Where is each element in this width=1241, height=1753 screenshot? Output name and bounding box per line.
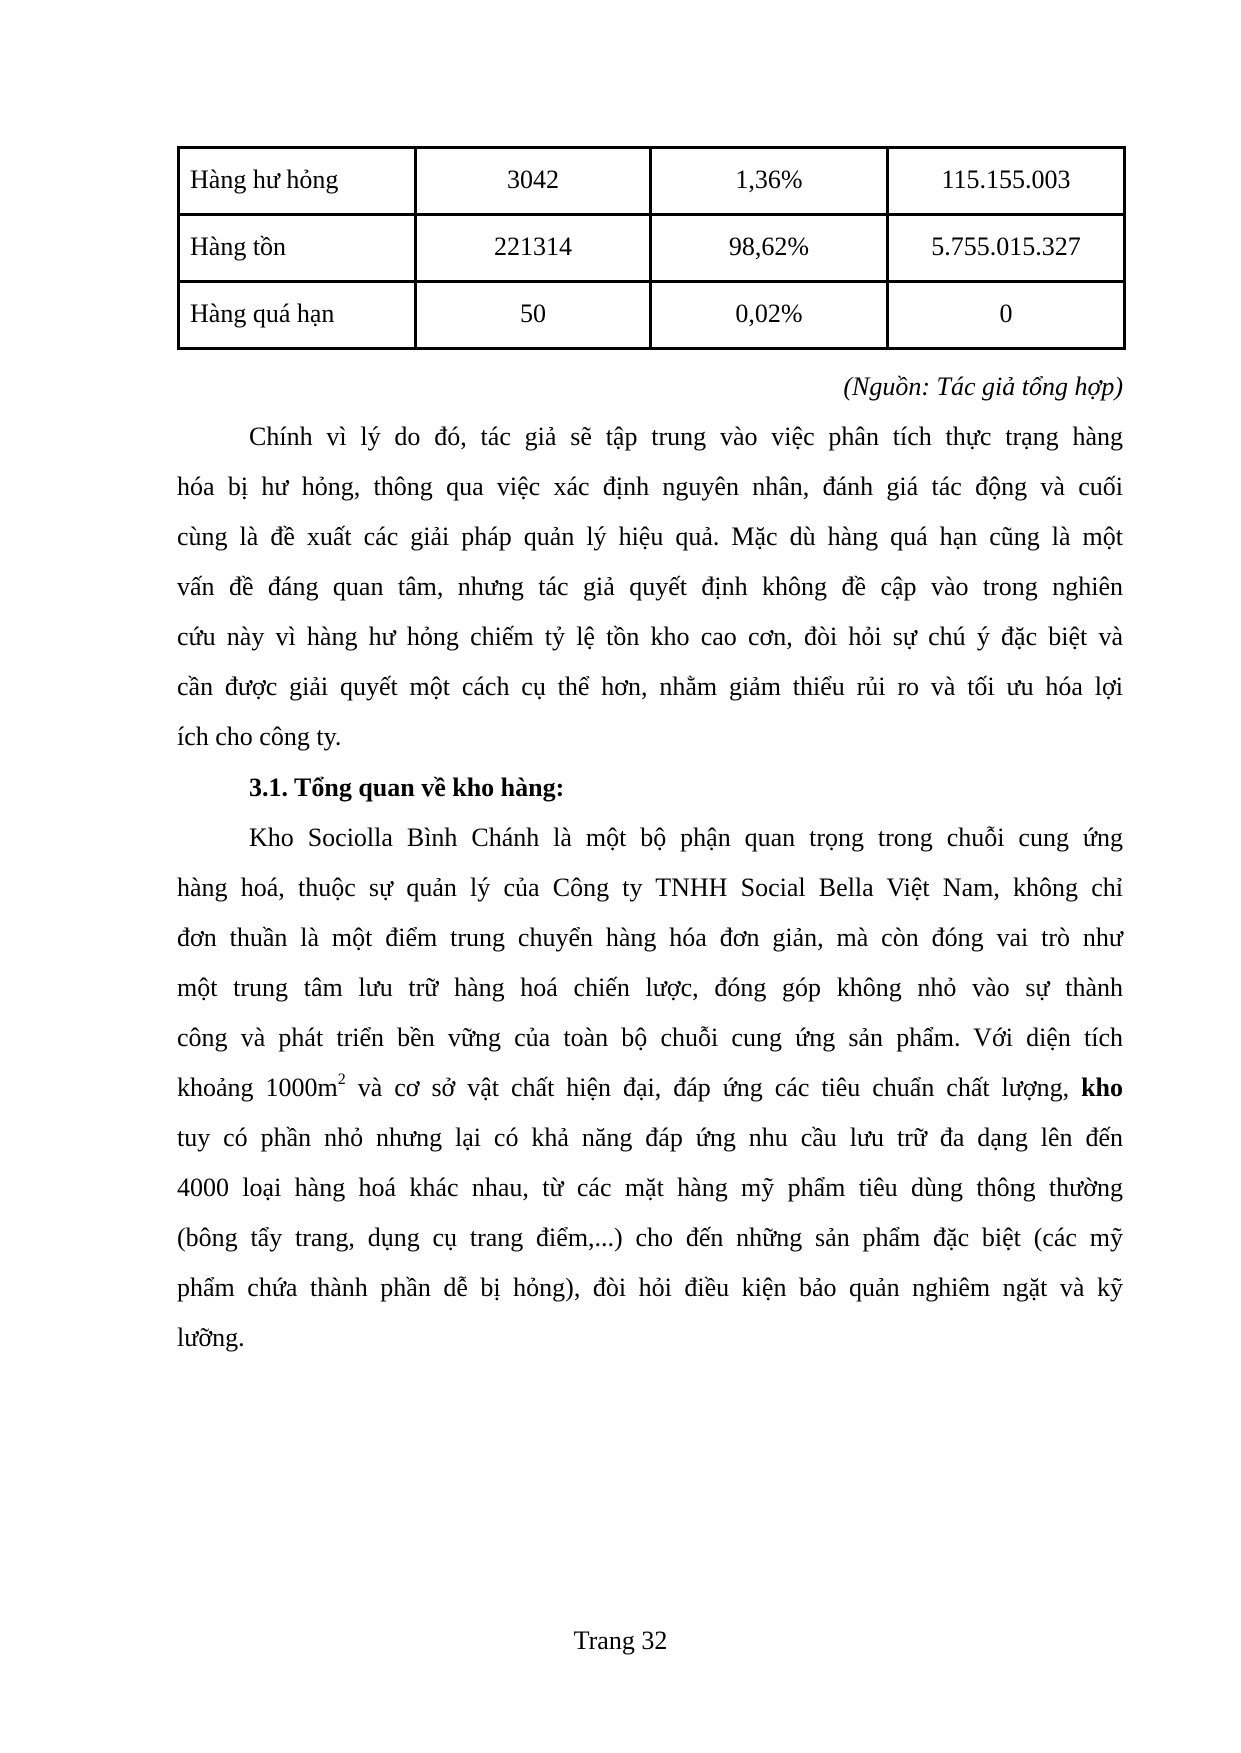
quantity-cell: 3042 [416, 148, 651, 215]
text-line: hóa bị hư hỏng, thông qua việc xác định nguyên nhân, đánh giá tác động và cuối [177, 472, 1123, 501]
text-line: cùng là đề xuất các giải pháp quản lý hiệu quả. Mặc dù hàng quá hạn cũng là một [177, 522, 1123, 551]
area-prefix: khoảng 1000m [177, 1073, 338, 1102]
text-line: cần được giải quyết một cách cụ thể hơn, nhằm giảm thiểu rủi ro và tối ưu hóa lợi [177, 672, 1123, 701]
text-line: vấn đề đáng quan tâm, nhưng tác giả quyết định không đề cập vào trong nghiên [177, 572, 1123, 601]
paragraph-warehouse-overview [177, 813, 1123, 1363]
text-line: lưỡng. [177, 1323, 245, 1352]
bold-word: kho [1081, 1073, 1124, 1102]
text-line: Kho Sociolla Bình Chánh là một bộ phận quan trọng trong chuỗi cung ứng [249, 823, 1123, 852]
table-row [179, 282, 1125, 349]
area-middle: và cơ sở vật chất hiện đại, đáp ứng các tiêu chuẩn chất lượng, [345, 1073, 1082, 1102]
quantity-cell: 221314 [416, 215, 651, 282]
table-row [179, 148, 1125, 215]
paragraph-rationale [177, 412, 1123, 762]
quantity-cell: 50 [416, 282, 651, 349]
ratio-cell: 98,62% [651, 215, 888, 282]
text-line: 4000 loại hàng hoá khác nhau, từ các mặt hàng mỹ phẩm tiêu dùng thông thường [177, 1173, 1123, 1202]
text-line: hàng hoá, thuộc sự quản lý của Công ty TNHH Social Bella Việt Nam, không chỉ [177, 873, 1123, 902]
text-line: đơn thuần là một điểm trung chuyển hàng hóa đơn giản, mà còn đóng vai trò như [177, 923, 1123, 952]
inventory-table [177, 146, 1126, 350]
table-source-caption: (Nguồn: Tác giả tổng hợp) [843, 372, 1123, 401]
row-label: Hàng hư hỏng [179, 148, 416, 215]
value-cell: 115.155.003 [888, 148, 1125, 215]
ratio-cell: 0,02% [651, 282, 888, 349]
row-label: Hàng tồn [179, 215, 416, 282]
text-line-area [177, 1063, 1123, 1113]
row-label: Hàng quá hạn [179, 282, 416, 349]
text-line: Chính vì lý do đó, tác giả sẽ tập trung vào việc phân tích thực trạng hàng [249, 422, 1123, 451]
text-line: tuy có phần nhỏ nhưng lại có khả năng đáp ứng nhu cầu lưu trữ đa dạng lên đến [177, 1123, 1123, 1152]
text-line: phẩm chứa thành phần dễ bị hỏng), đòi hỏi điều kiện bảo quản nghiêm ngặt và kỹ [177, 1273, 1123, 1302]
page-number: Trang 32 [573, 1626, 668, 1655]
value-cell: 5.755.015.327 [888, 215, 1125, 282]
section-heading: 3.1. Tổng quan về kho hàng: [249, 773, 565, 802]
value-cell: 0 [888, 282, 1125, 349]
text-line: cứu này vì hàng hư hỏng chiếm tỷ lệ tồn kho cao cơn, đòi hỏi sự chú ý đặc biệt và [177, 622, 1123, 651]
text-line: một trung tâm lưu trữ hàng hoá chiến lược, đóng góp không nhỏ vào sự thành [177, 973, 1123, 1002]
table-row [179, 215, 1125, 282]
text-line: (bông tẩy trang, dụng cụ trang điểm,...) cho đến những sản phẩm đặc biệt (các mỹ [177, 1223, 1123, 1252]
ratio-cell: 1,36% [651, 148, 888, 215]
superscript-2: 2 [337, 1071, 346, 1089]
text-line: công và phát triển bền vững của toàn bộ chuỗi cung ứng sản phẩm. Với diện tích [177, 1023, 1123, 1052]
text-line: ích cho công ty. [177, 722, 342, 751]
